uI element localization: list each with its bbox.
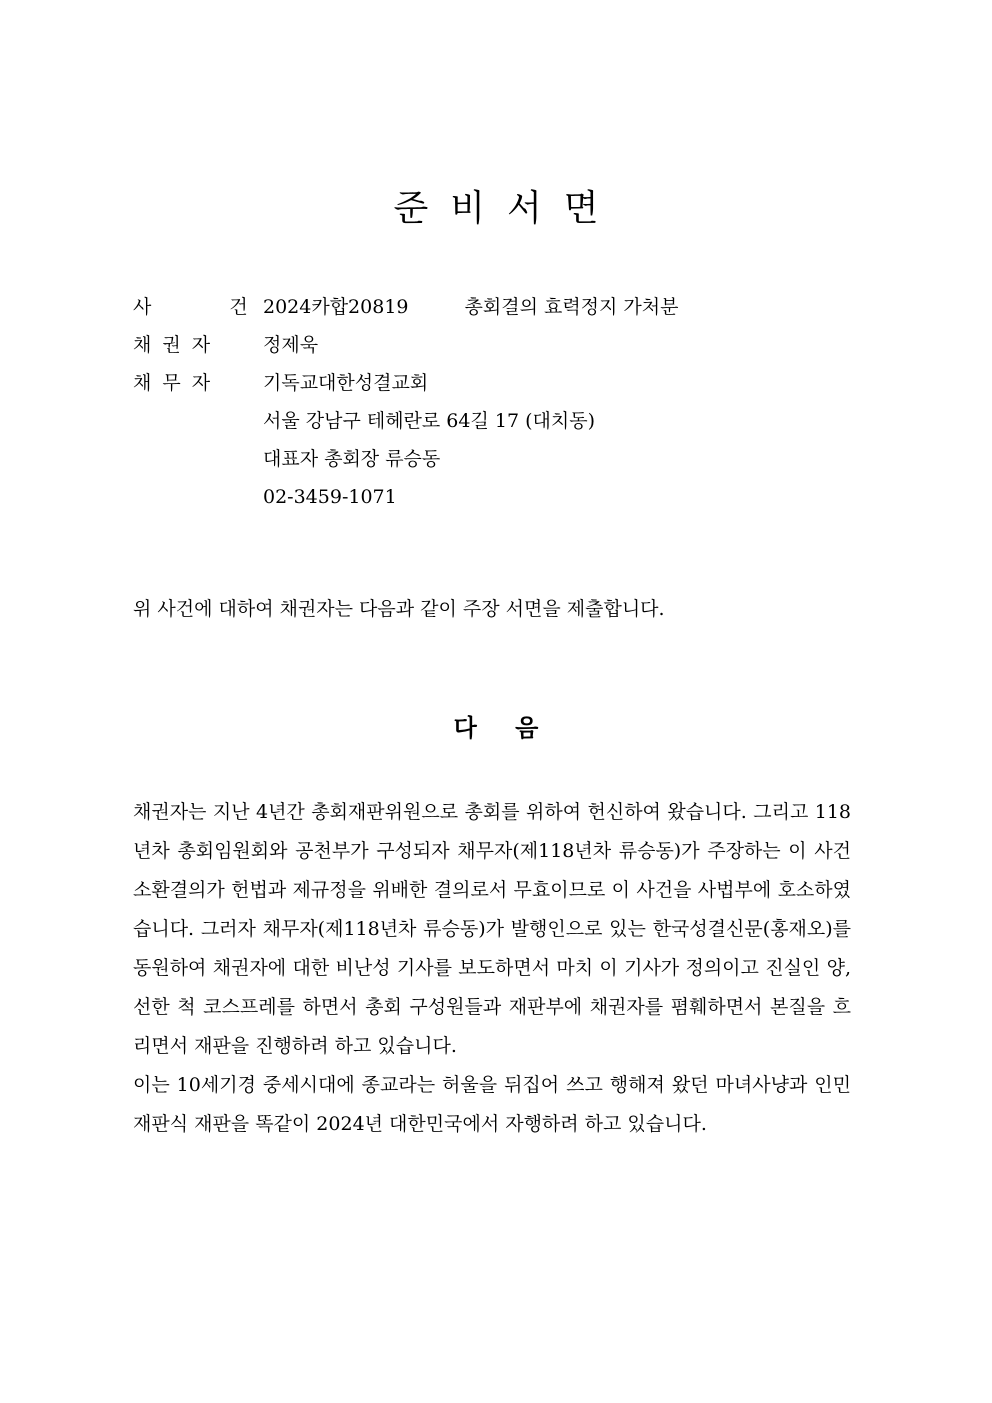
- case-value: [263, 288, 679, 326]
- debtor-phone: 02-3459-1071: [263, 486, 397, 508]
- body-paragraph-1: 채권자는 지난 4년간 총회재판위원으로 총회를 위하여 헌신하여 왔습니다. 그리고 118년차 총회임원회와 공천부가 구성되자 채무자(제118년차 류승동)가 주장하는 이 사건 소환결의가 헌법과 제규정을 위배한 결의로서 무효이므로 이 사건을 사법부에 호소하였습니다. 그러자 채무자(제118년차 류승동)가 발행인으로 있는 한국성결신문(홍재오)를 동원하여 채권자에 대한 비난성 기사를 보도하면서 마치 이 기사가 정의이고 진실인 양, 선한 척 코스프레를 하면서 총회 구성원들과 재판부에 채권자를 폄훼하면서 본질을 흐리면서 재판을 진행하려 하고 있습니다.: [133, 801, 851, 1057]
- debtor-representative: 대표자 총회장 류승동: [263, 448, 441, 470]
- case-row: [133, 288, 853, 326]
- debtor-address-row: [133, 402, 853, 440]
- case-info-block: [133, 288, 853, 516]
- debtor-name: 기독교대한성결교회: [263, 372, 429, 394]
- case-label: 사 건: [133, 296, 284, 318]
- creditor-row: [133, 326, 853, 364]
- document-title: 준비서면: [393, 188, 621, 229]
- case-number: 2024카합20819: [263, 296, 409, 318]
- debtor-representative-row: [133, 440, 853, 478]
- debtor-phone-row: [133, 478, 853, 516]
- debtor-label: 채무자: [133, 372, 222, 394]
- debtor-address: 서울 강남구 테헤란로 64길 17 (대치동): [263, 410, 595, 432]
- case-name: 총회결의 효력정지 가처분: [464, 296, 679, 318]
- section-heading: 다 음: [453, 713, 539, 742]
- creditor-label: 채권자: [133, 334, 222, 356]
- debtor-row: [133, 364, 853, 402]
- body-paragraph-2: 이는 10세기경 중세시대에 종교라는 허울을 뒤집어 쓰고 행해져 왔던 마녀사냥과 인민재판식 재판을 똑같이 2024년 대한민국에서 자행하려 하고 있습니다.: [133, 1074, 851, 1135]
- body-text: [133, 793, 851, 1144]
- creditor-name: 정제욱: [263, 334, 319, 356]
- intro-sentence: 위 사건에 대하여 채권자는 다음과 같이 주장 서면을 제출합니다.: [133, 598, 665, 620]
